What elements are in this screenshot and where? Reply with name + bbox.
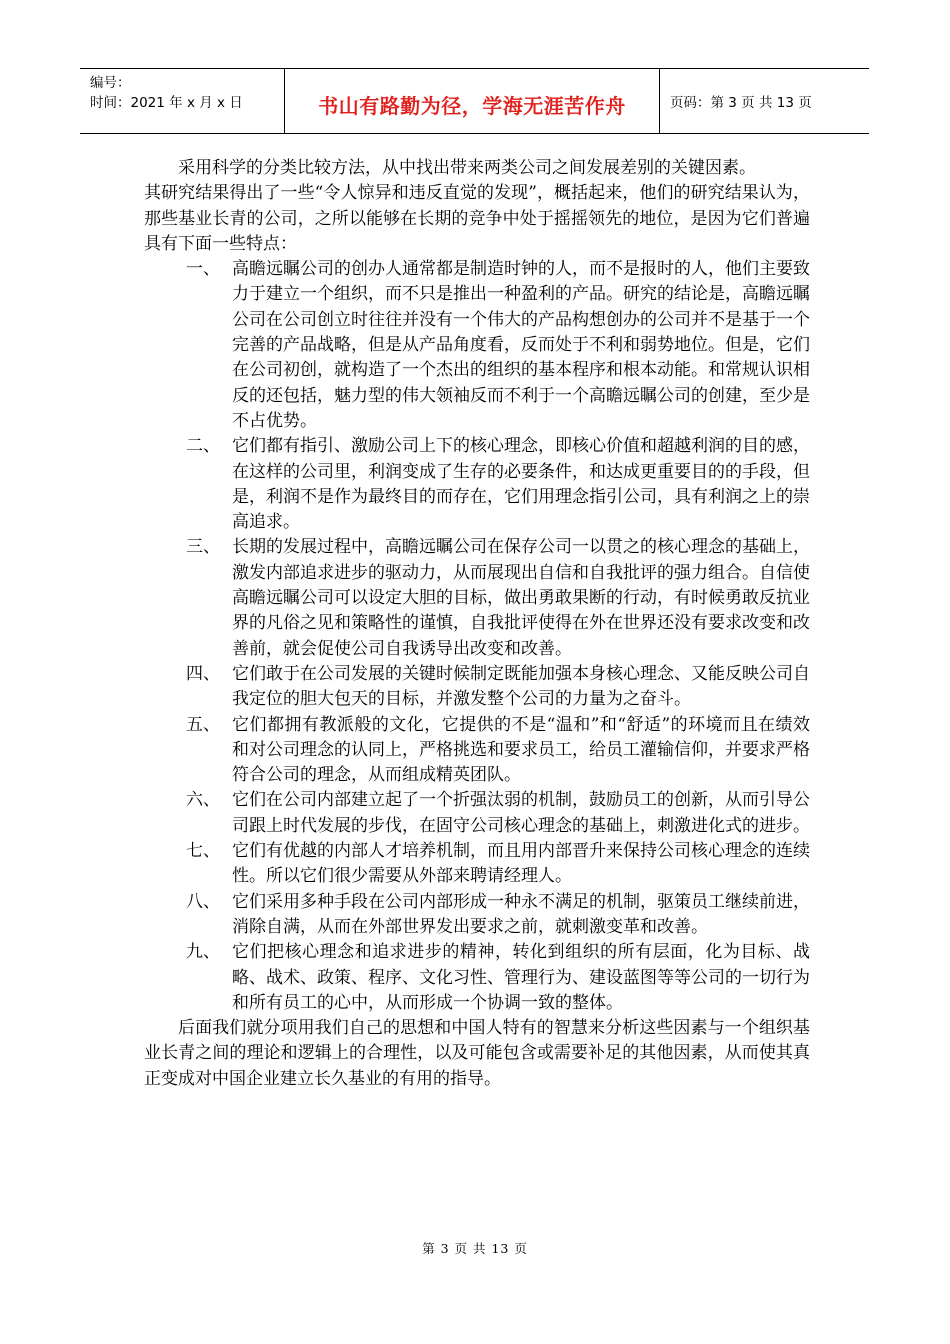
list-item	[144, 257, 810, 434]
doc-date-label: 时间：2021 年 x 月 x 日	[90, 95, 243, 111]
list-item	[144, 535, 810, 661]
list-item-number: 八、	[186, 891, 220, 912]
document-body	[144, 156, 810, 1092]
list-item-number: 三、	[186, 537, 220, 558]
list-item	[144, 713, 810, 789]
list-item-number: 二、	[186, 436, 220, 457]
list-item-number: 四、	[186, 663, 220, 684]
doc-code-label: 编号：	[90, 75, 131, 91]
list-item-number: 七、	[186, 841, 220, 862]
list-item-text: 它们都有指引、激励公司上下的核心理念，即核心价值和超越利润的目的感，在这样的公司里，利润变成了生存的必要条件，和达成更重要目的的手段，但是，利润不是作为最终目的而存在，它们用理念指引公司，具有利润之上的崇高追求。	[232, 436, 810, 533]
conclusion-paragraph: 后面我们就分项用我们自己的思想和中国人特有的智慧来分析这些因素与一个组织基业长青之间的理论和逻辑上的合理性，以及可能包含或需要补足的其他因素，从而使其真正变成对中国企业建立长久基业的有用的指导。	[144, 1018, 810, 1089]
list-item-text: 它们采用多种手段在公司内部形成一种永不满足的机制，驱策员工继续前进，消除自满，从而在外部世界发出要求之前，就刺激变革和改善。	[232, 891, 810, 937]
list-item	[144, 788, 810, 839]
header-page-label: 页码：第 3 页 共 13 页	[670, 95, 812, 111]
list-item-text: 它们有优越的内部人才培养机制，而且用内部晋升来保持公司核心理念的连续性。所以它们很少需要从外部来聘请经理人。	[232, 841, 810, 887]
list-item-text: 它们在公司内部建立起了一个折强汰弱的机制，鼓励员工的创新，从而引导公司跟上时代发展的步伐，在固守公司核心理念的基础上，刺激进化式的进步。	[232, 790, 810, 836]
list-item-text: 高瞻远瞩公司的创办人通常都是制造时钟的人，而不是报时的人，他们主要致力于建立一个组织，而不只是推出一种盈利的产品。研究的结论是，高瞻远瞩公司在公司创立时往往并没有一个伟大的产品构想创办的公司并不是基于一个完善的产品战略，但是从产品角度看，反而处于不利和弱势地位。但是，它们在公司初创，就构造了一个杰出的组织的基本程序和根本动能。和常规认识相反的还包括，魅力型的伟大领袖反而不利于一个高瞻远瞩公司的创建，至少是不占优势。	[232, 259, 810, 431]
header-meta	[80, 69, 285, 133]
list-item	[144, 890, 810, 941]
page-footer: 第 3 页 共 13 页	[422, 1241, 528, 1256]
intro-paragraph: 其研究结果得出了一些“令人惊异和违反直觉的发现”，概括起来，他们的研究结果认为，那些基业长青的公司，之所以能够在长期的竞争中处于摇摇领先的地位，是因为它们普遍具有下面一些特点：	[144, 183, 810, 254]
list-item-number: 六、	[186, 790, 220, 811]
list-item-text: 长期的发展过程中，高瞻远瞩公司在保存公司一以贯之的核心理念的基础上，激发内部追求进步的驱动力，从而展现出自信和自我批评的强力组合。自信使高瞻远瞩公司可以设定大胆的目标，做出勇敢果断的行动，有时候勇敢反抗业界的凡俗之见和策略性的谨慎，自我批评使得在外在世界还没有要求改变和改善前，就会促使公司自我诱导出改变和改善。	[232, 537, 810, 659]
list-item-number: 九、	[186, 942, 220, 963]
list-item-text: 它们都拥有教派般的文化，它提供的不是“温和”和“舒适”的环境而且在绩效和对公司理念的认同上，严格挑选和要求员工，给员工灌输信仰，并要求严格符合公司的理念，从而组成精英团队。	[232, 714, 810, 786]
list-item-number: 五、	[186, 714, 220, 735]
list-item-text: 它们把核心理念和追求进步的精神，转化到组织的所有层面，化为目标、战略、战术、政策、程序、文化习性、管理行为、建设蓝图等等公司的一切行为和所有员工的心中，从而形成一个协调一致的整体。	[232, 942, 810, 1013]
intro-first-line: 采用科学的分类比较方法，从中找出带来两类公司之间发展差别的关键因素。	[178, 158, 756, 178]
list-item-number: 一、	[186, 259, 220, 280]
list-item	[144, 662, 810, 713]
list-item-text: 它们敢于在公司发展的关键时候制定既能加强本身核心理念、又能反映公司自我定位的胆大包天的目标，并激发整个公司的力量为之奋斗。	[232, 663, 810, 710]
page-header	[80, 68, 869, 134]
header-slogan: 书山有路勤为径，学海无涯苦作舟	[285, 69, 660, 133]
list-item	[144, 940, 810, 1016]
list-item	[144, 839, 810, 890]
list-item	[144, 434, 810, 535]
